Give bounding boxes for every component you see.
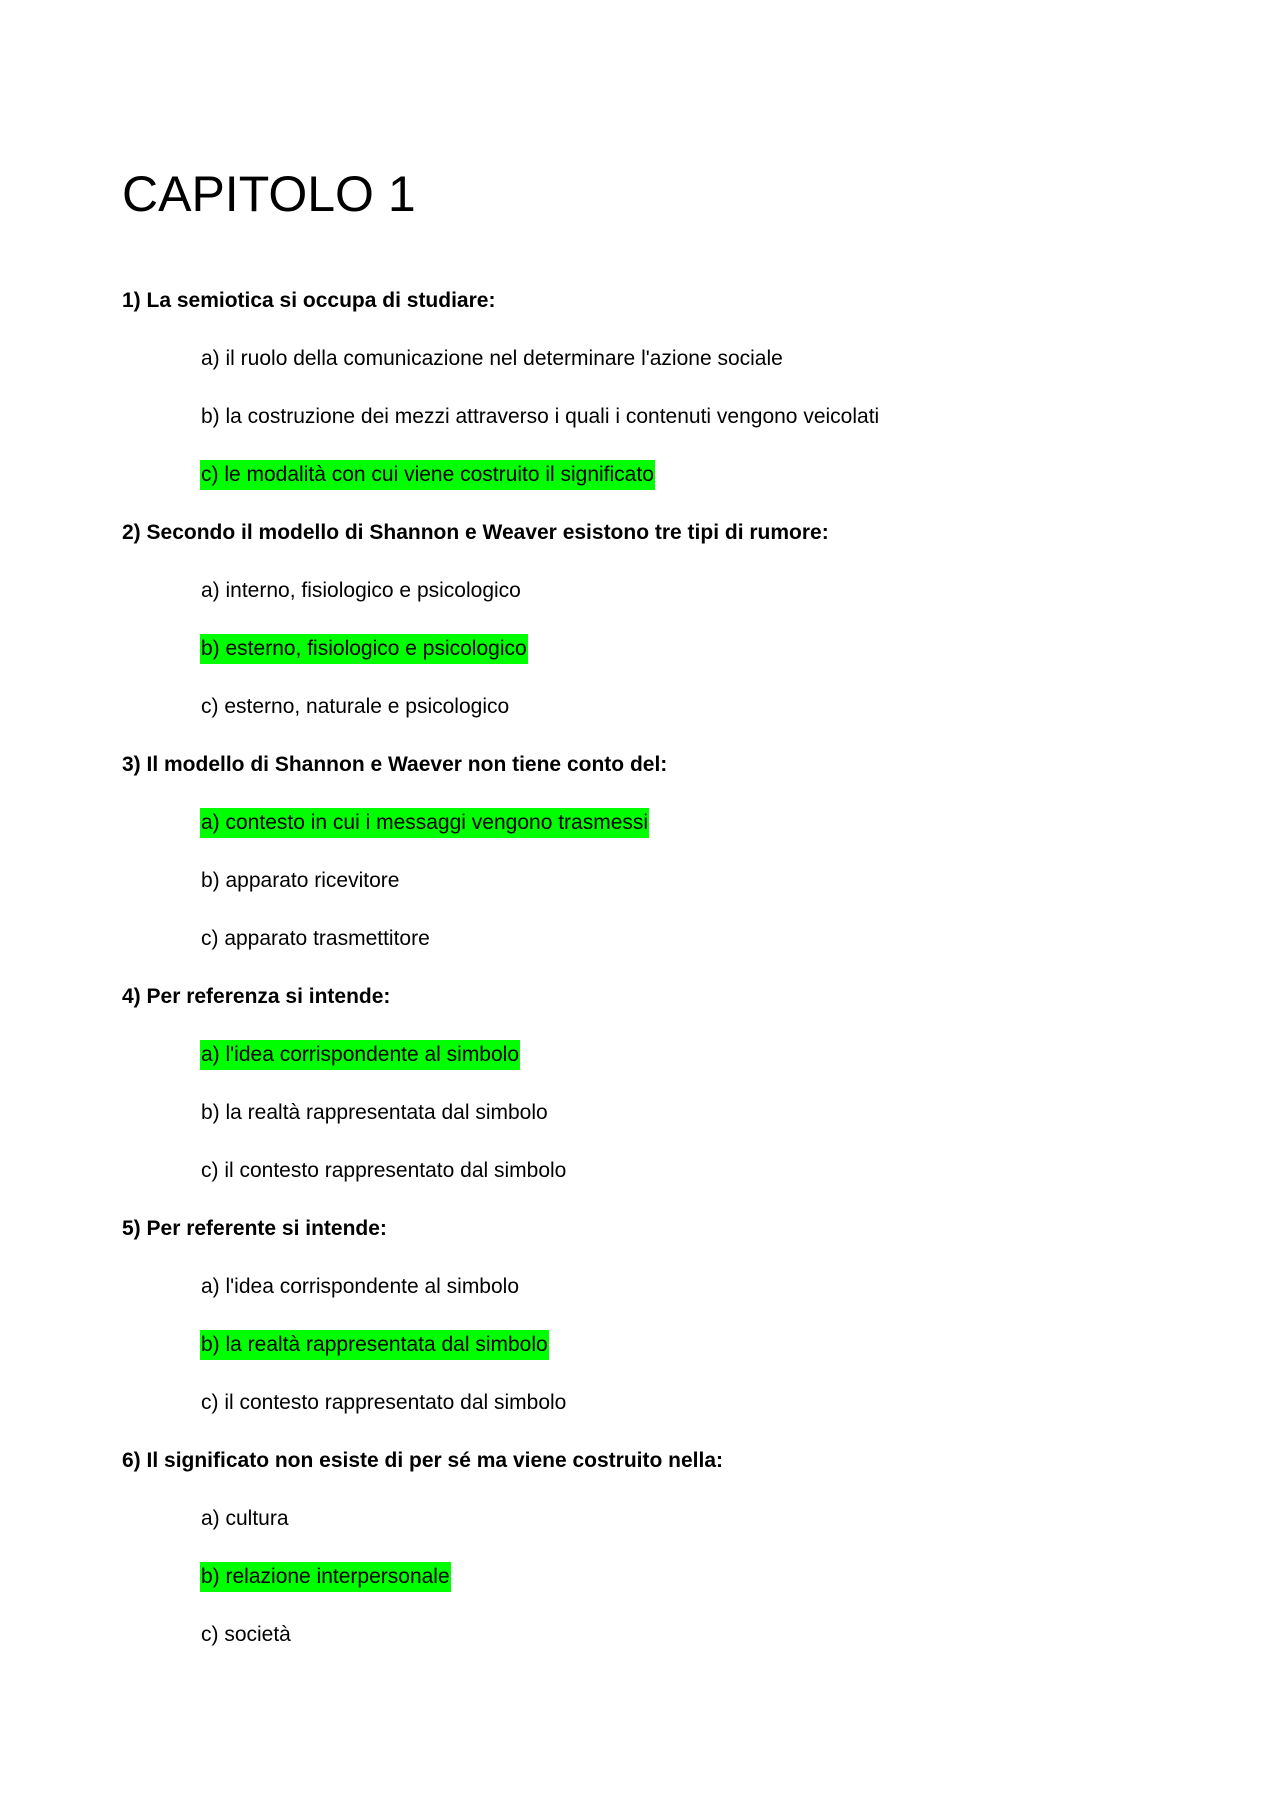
answer-text-highlighted: a) contesto in cui i messaggi vengono trasmessi: [200, 808, 649, 838]
question-text: 5) Per referente si intende:: [122, 1217, 387, 1240]
answer-text-highlighted: b) relazione interpersonale: [200, 1562, 451, 1592]
question-text: 1) La semiotica si occupa di studiare:: [122, 289, 496, 312]
answer-option-b-correct: [200, 1326, 1280, 1384]
question-5: [0, 1210, 1280, 1442]
answer-text: a) l'idea corrispondente al simbolo: [201, 1275, 520, 1298]
question-2: [0, 514, 1280, 746]
question-text: 2) Secondo il modello di Shannon e Weaver esistono tre tipi di rumore:: [122, 521, 829, 544]
question-1: [0, 282, 1280, 514]
question-6: [0, 1442, 1280, 1674]
answer-option-a-correct: [200, 804, 1280, 862]
answer-text: a) cultura: [201, 1507, 289, 1530]
answer-text: c) esterno, naturale e psicologico: [201, 695, 510, 718]
answer-text: c) il contesto rappresentato dal simbolo: [201, 1159, 567, 1182]
answer-option-c: [200, 920, 1280, 978]
answer-option-a: [200, 572, 1280, 630]
answer-text: c) il contesto rappresentato dal simbolo: [201, 1391, 567, 1414]
answer-option-a: [200, 1268, 1280, 1326]
answer-text-highlighted: b) la realtà rappresentata dal simbolo: [200, 1330, 549, 1360]
answer-option-b: [200, 1094, 1280, 1152]
answer-option-a: [200, 340, 1280, 398]
answer-text: b) la realtà rappresentata dal simbolo: [201, 1101, 548, 1124]
question-text: 6) Il significato non esiste di per sé ma viene costruito nella:: [122, 1449, 723, 1472]
answer-option-c: [200, 1384, 1280, 1442]
question-text: 3) Il modello di Shannon e Waever non tiene conto del:: [122, 753, 668, 776]
answer-text-highlighted: a) l'idea corrispondente al simbolo: [200, 1040, 520, 1070]
answer-text-highlighted: b) esterno, fisiologico e psicologico: [200, 634, 528, 664]
answer-option-b-correct: [200, 1558, 1280, 1616]
answer-option-a: [200, 1500, 1280, 1558]
answer-option-b: [200, 862, 1280, 920]
answer-text: b) apparato ricevitore: [201, 869, 400, 892]
answer-option-c: [200, 688, 1280, 746]
answer-option-c: [200, 1152, 1280, 1210]
answer-option-b-correct: [200, 630, 1280, 688]
chapter-title: CAPITOLO 1: [122, 166, 416, 222]
quiz: [0, 282, 1280, 1674]
question-3: [0, 746, 1280, 978]
answer-text-highlighted: c) le modalità con cui viene costruito il significato: [200, 460, 655, 490]
answer-text: b) la costruzione dei mezzi attraverso i quali i contenuti vengono veicolati: [201, 405, 880, 428]
answer-option-c-correct: [200, 456, 1280, 514]
question-4: [0, 978, 1280, 1210]
answer-text: c) società: [201, 1623, 291, 1646]
question-text: 4) Per referenza si intende:: [122, 985, 391, 1008]
answer-text: a) il ruolo della comunicazione nel determinare l'azione sociale: [201, 347, 783, 370]
answer-text: a) interno, fisiologico e psicologico: [201, 579, 521, 602]
answer-option-c: [200, 1616, 1280, 1674]
answer-text: c) apparato trasmettitore: [201, 927, 430, 950]
answer-option-a-correct: [200, 1036, 1280, 1094]
answer-option-b: [200, 398, 1280, 456]
